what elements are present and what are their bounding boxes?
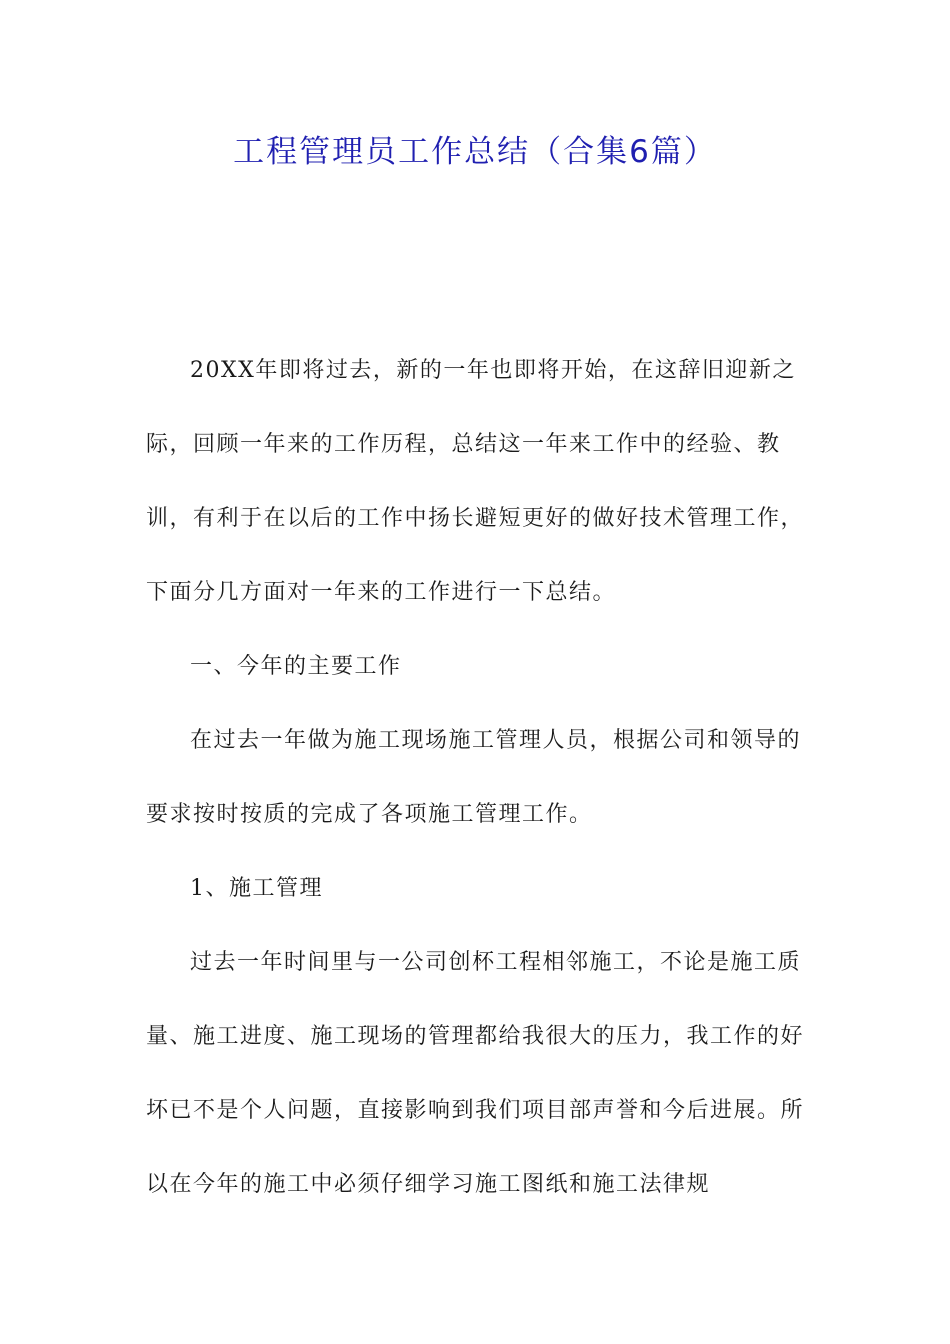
section-heading-main-work: 一、今年的主要工作 [190, 654, 402, 679]
document-body [146, 334, 810, 1222]
subsection-heading-construction-management: 1、施工管理 [190, 876, 323, 901]
paragraph-main-work: 在过去一年做为施工现场施工管理人员，根据公司和领导的要求按时按质的完成了各项施工管理工作。 [146, 728, 802, 827]
paragraph-construction-management: 过去一年时间里与一公司创杯工程相邻施工，不论是施工质量、施工进度、施工现场的管理都给我很大的压力，我工作的好坏已不是个人问题，直接影响到我们项目部声誉和今后进展。所以在今年的施工中必须仔细学习施工图纸和施工法律规 [146, 950, 805, 1197]
document-title: 工程管理员工作总结（合集6篇） [233, 134, 717, 170]
paragraph-intro: 20XX年即将过去，新的一年也即将开始，在这辞旧迎新之际，回顾一年来的工作历程，总结这一年来工作中的经验、教训，有利于在以后的工作中扬长避短更好的做好技术管理工作，下面分几方面对一年来的工作进行一下总结。 [146, 358, 805, 605]
